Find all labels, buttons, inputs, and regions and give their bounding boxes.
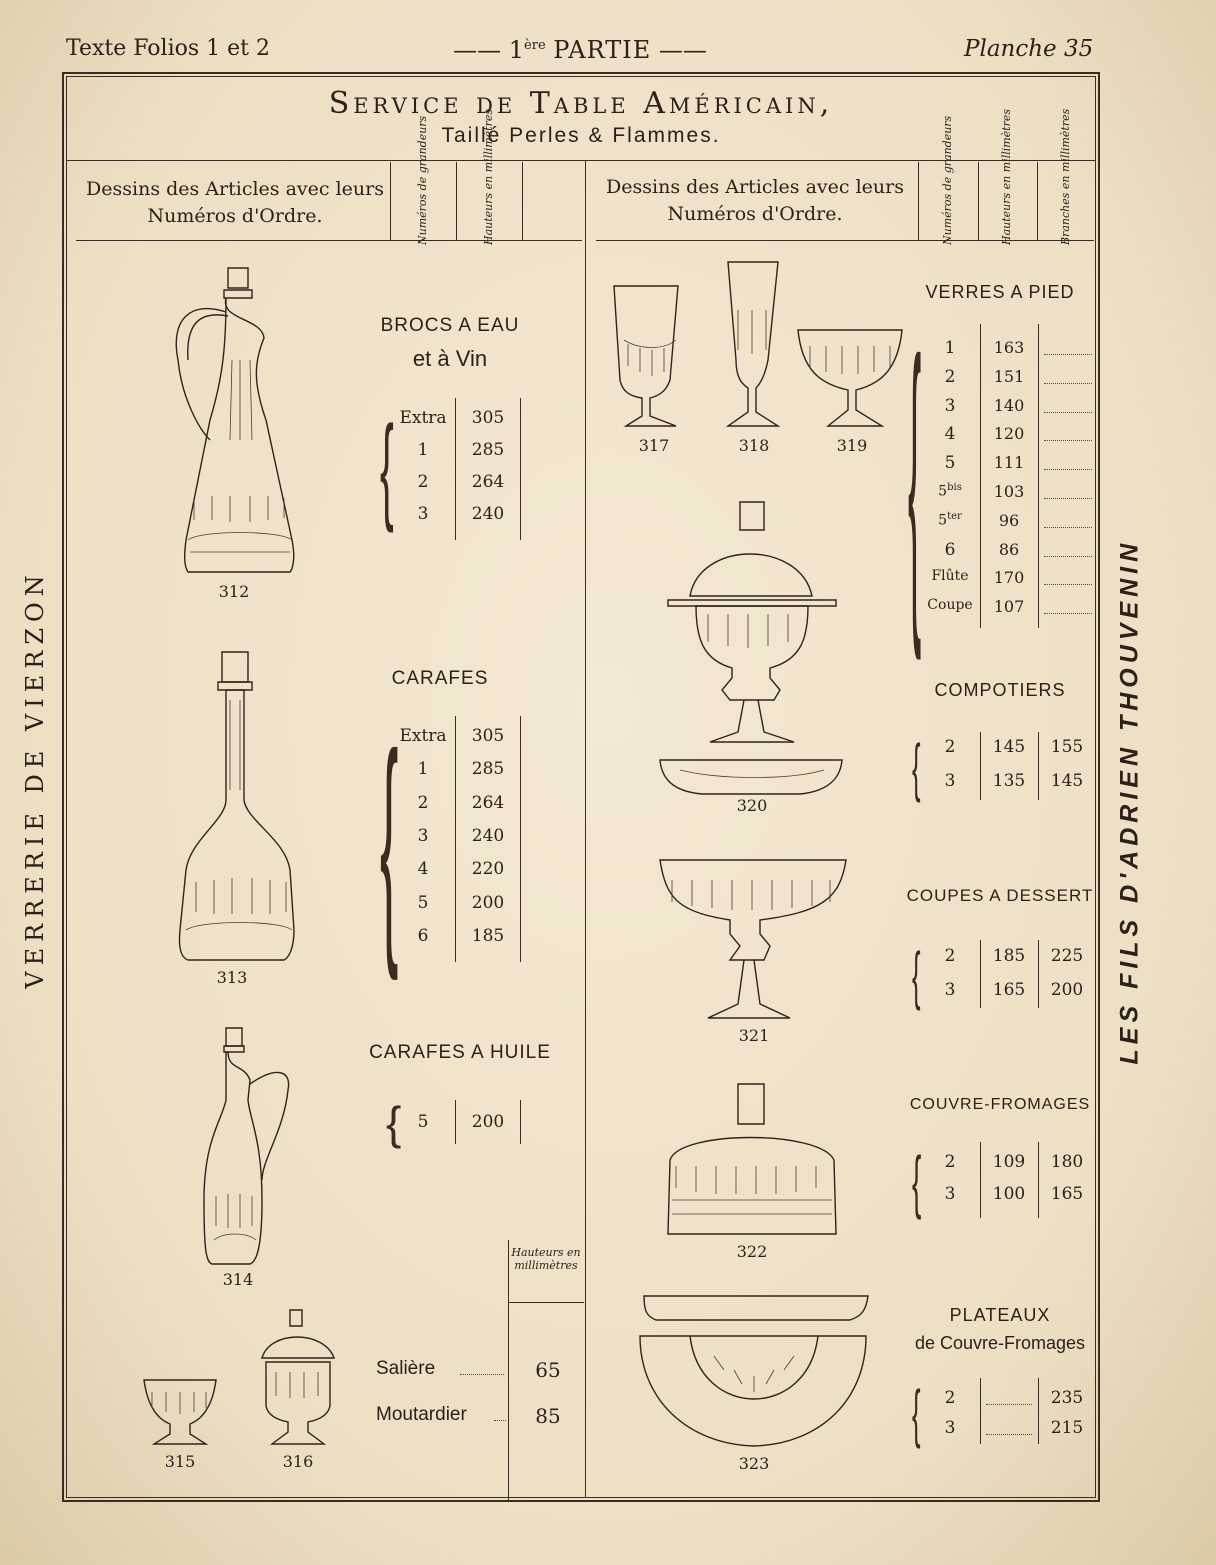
coupes-row-1-col-2: 200 xyxy=(1050,980,1084,1000)
verres-row-3-col-2 xyxy=(1044,426,1092,441)
plateaux-row-1-col-2: 215 xyxy=(1050,1418,1084,1438)
small-header: Hauteurs en millimètres xyxy=(511,1246,581,1272)
fromages-row-0-col-1: 109 xyxy=(992,1152,1026,1172)
plateaux-row-0-col-0: 2 xyxy=(944,1388,956,1408)
small-row-1-label: Moutardier xyxy=(376,1404,467,1425)
compotiers-row-1-col-1: 135 xyxy=(992,771,1026,791)
small-row-1-leader xyxy=(494,1420,506,1421)
verres-row-8-col-2 xyxy=(1044,570,1092,585)
right-col-header-branches: Branches en millimètres xyxy=(1059,108,1072,245)
verres-row-5-col-0: $5^{bis}$ xyxy=(938,482,962,500)
fromages-row-0-col-2: 180 xyxy=(1050,1152,1084,1172)
verres-row-9-col-1: 107 xyxy=(993,597,1025,617)
verres-row-6-col-0: $5^{ter}$ xyxy=(938,510,962,529)
figure-number-315: 315 xyxy=(164,1452,196,1471)
brocs-row-3-col-1: 240 xyxy=(471,504,505,524)
verres-row-9-col-0: Coupe xyxy=(927,597,973,614)
carafes-row-0-col-1: 305 xyxy=(471,726,505,746)
brocs-row-2-col-1: 264 xyxy=(471,472,505,492)
carafes-row-2-col-1: 264 xyxy=(471,792,505,813)
huile-title: CARAFES A HUILE xyxy=(369,1042,551,1063)
plateaux-brace: { xyxy=(912,1377,921,1449)
huile-brace: { xyxy=(386,1097,402,1149)
figure-number-318: 318 xyxy=(738,436,770,455)
small-row-0-label: Salière xyxy=(376,1358,436,1379)
brocs-brace: { xyxy=(380,402,394,534)
carafes-row-6-col-1: 185 xyxy=(471,925,505,946)
compotiers-row-0-col-0: 2 xyxy=(944,737,956,757)
figure-number-312: 312 xyxy=(218,582,250,601)
brocs-row-3-col-0: 3 xyxy=(417,504,429,524)
verres-row-2-col-2 xyxy=(1044,398,1092,413)
small-row-0-leader xyxy=(460,1374,504,1375)
plateaux-subtitle: de Couvre-Fromages xyxy=(914,1333,1086,1353)
plateaux-row-0-col-2: 235 xyxy=(1050,1388,1084,1408)
plateaux-row-1-col-0: 3 xyxy=(944,1418,956,1438)
carafes-row-1-col-0: 1 xyxy=(417,759,429,780)
figure-number-316: 316 xyxy=(282,1452,314,1471)
carafes-row-3-col-1: 240 xyxy=(471,825,505,846)
coupes-title: COUPES A DESSERT xyxy=(906,886,1094,905)
left-col-header-heights: Hauteurs en millimètres xyxy=(482,108,495,245)
side-text-left: VERRERIE DE VIERZON xyxy=(21,569,49,989)
verres-row-1-col-1: 151 xyxy=(993,366,1025,386)
fromages-title: COUVRE-FROMAGES xyxy=(909,1096,1091,1113)
fromages-row-1-col-0: 3 xyxy=(944,1184,956,1204)
verres-317-319-drawing xyxy=(614,262,902,426)
brocs-row-0-col-1: 305 xyxy=(471,408,505,428)
huile-314-drawing xyxy=(204,1028,289,1264)
header-center: —— 1ère PARTIE —— xyxy=(453,36,707,64)
saliere-315-drawing xyxy=(144,1380,216,1444)
carafes-row-4-col-1: 220 xyxy=(471,859,505,880)
carafes-title: CARAFES xyxy=(391,668,489,689)
carafe-313-drawing xyxy=(179,652,294,960)
plateaux-title: PLATEAUX xyxy=(949,1305,1051,1325)
fromage-322-drawing xyxy=(668,1084,836,1234)
header-left: Texte Folios 1 et 2 xyxy=(66,36,270,61)
verres-row-4-col-0: 5 xyxy=(944,453,956,474)
carafes-brace: { xyxy=(380,702,399,981)
verres-row-3-col-0: 4 xyxy=(944,424,956,445)
plateau-323-drawing xyxy=(640,1296,868,1446)
figure-number-321: 321 xyxy=(738,1026,770,1045)
verres-row-1-col-2 xyxy=(1044,369,1092,384)
coupes-row-0-col-0: 2 xyxy=(944,946,956,966)
fromages-row-1-col-2: 165 xyxy=(1050,1184,1084,1204)
figure-number-314: 314 xyxy=(222,1270,254,1289)
verres-row-1-col-0: 2 xyxy=(944,366,956,387)
verres-row-2-col-1: 140 xyxy=(993,395,1025,415)
right-col-header-drawings: Dessins des Articles avec leurs Numéros d'Ordre. xyxy=(606,176,904,225)
fromages-row-1-col-1: 100 xyxy=(992,1184,1026,1204)
figure-number-319: 319 xyxy=(836,436,868,455)
compotiers-brace: { xyxy=(912,731,921,803)
verres-row-3-col-1: 120 xyxy=(993,424,1025,444)
compotiers-row-0-col-2: 155 xyxy=(1050,737,1084,757)
verres-row-8-col-0: Flûte xyxy=(931,568,969,585)
figure-number-320: 320 xyxy=(736,796,768,815)
compotiers-row-0-col-1: 145 xyxy=(992,737,1026,757)
verres-row-7-col-1: 86 xyxy=(998,539,1020,559)
coupes-row-1-col-0: 3 xyxy=(944,980,956,1000)
header-right: Planche 35 xyxy=(964,36,1094,62)
moutardier-316-drawing xyxy=(262,1310,334,1444)
verres-row-5-col-2 xyxy=(1044,484,1092,499)
verres-row-8-col-1: 170 xyxy=(993,568,1025,588)
huile-row-0-col-0: 5 xyxy=(417,1112,429,1132)
fromages-brace: { xyxy=(912,1142,922,1220)
coupes-row-1-col-1: 165 xyxy=(992,980,1026,1000)
figure-number-322: 322 xyxy=(736,1242,768,1261)
verres-row-2-col-0: 3 xyxy=(944,395,956,416)
verres-row-9-col-2 xyxy=(1044,599,1092,614)
carafes-row-5-col-0: 5 xyxy=(417,892,429,913)
verres-row-0-col-2 xyxy=(1044,340,1092,355)
fromages-row-0-col-0: 2 xyxy=(944,1152,956,1172)
verres-row-4-col-1: 111 xyxy=(993,453,1025,473)
compotiers-title: COMPOTIERS xyxy=(934,680,1066,700)
left-col-header-sizes: Numéros de grandeurs xyxy=(416,115,429,245)
brocs-row-0-col-0: Extra xyxy=(399,408,447,428)
brocs-subtitle: et à Vin xyxy=(412,346,488,371)
verres-title: VERRES A PIED xyxy=(925,282,1075,302)
verres-row-0-col-0: 1 xyxy=(944,338,956,358)
verres-row-4-col-2 xyxy=(1044,455,1092,470)
brocs-title: BROCS A EAU xyxy=(380,315,520,336)
carafes-row-5-col-1: 200 xyxy=(471,892,505,913)
brocs-row-1-col-0: 1 xyxy=(417,440,429,460)
verres-row-6-col-1: 96 xyxy=(998,510,1020,530)
page-title: Service de Table Américain, xyxy=(328,86,834,121)
compotiers-row-1-col-0: 3 xyxy=(944,771,956,791)
brocs-row-1-col-1: 285 xyxy=(471,440,505,460)
coupes-row-0-col-1: 185 xyxy=(992,946,1026,966)
verres-row-6-col-2 xyxy=(1044,513,1092,528)
small-row-0-value: 65 xyxy=(535,1358,561,1382)
small-row-1-value: 85 xyxy=(535,1404,561,1428)
coupes-row-0-col-2: 225 xyxy=(1050,946,1084,966)
verres-row-7-col-2 xyxy=(1044,542,1092,557)
side-text-right: LES FILS D'ADRIEN THOUVENIN xyxy=(1115,538,1144,1065)
right-col-header-sizes: Numéros de grandeurs xyxy=(941,115,954,245)
compotier-320-drawing xyxy=(660,502,842,794)
coupe-321-drawing xyxy=(660,860,846,1018)
carafes-row-6-col-0: 6 xyxy=(417,925,429,946)
left-col-header-drawings: Dessins des Articles avec leurs Numéros d'Ordre. xyxy=(86,178,384,227)
verres-row-5-col-1: 103 xyxy=(993,482,1025,501)
page-subtitle: Taillé Perles & Flammes. xyxy=(441,124,721,147)
huile-row-0-col-1: 200 xyxy=(471,1112,505,1132)
figure-number-317: 317 xyxy=(638,436,670,455)
carafes-row-0-col-0: Extra xyxy=(399,726,447,746)
compotiers-row-1-col-2: 145 xyxy=(1050,771,1084,791)
carafes-row-4-col-0: 4 xyxy=(417,859,429,880)
verres-row-0-col-1: 163 xyxy=(993,338,1025,357)
carafes-row-2-col-0: 2 xyxy=(417,792,429,813)
carafes-row-1-col-1: 285 xyxy=(471,759,505,780)
verres-brace: { xyxy=(908,292,922,661)
coupes-brace: { xyxy=(912,939,921,1011)
brocs-row-2-col-0: 2 xyxy=(417,472,429,492)
figure-number-323: 323 xyxy=(738,1454,770,1473)
broc-312-drawing xyxy=(176,268,293,572)
right-col-header-heights: Hauteurs en millimètres xyxy=(1000,108,1013,245)
carafes-row-3-col-0: 3 xyxy=(417,825,429,846)
figure-number-313: 313 xyxy=(216,968,248,987)
verres-row-7-col-0: 6 xyxy=(944,539,956,560)
plateaux-row-0-col-1 xyxy=(986,1390,1032,1405)
plateaux-row-1-col-1 xyxy=(986,1420,1032,1435)
